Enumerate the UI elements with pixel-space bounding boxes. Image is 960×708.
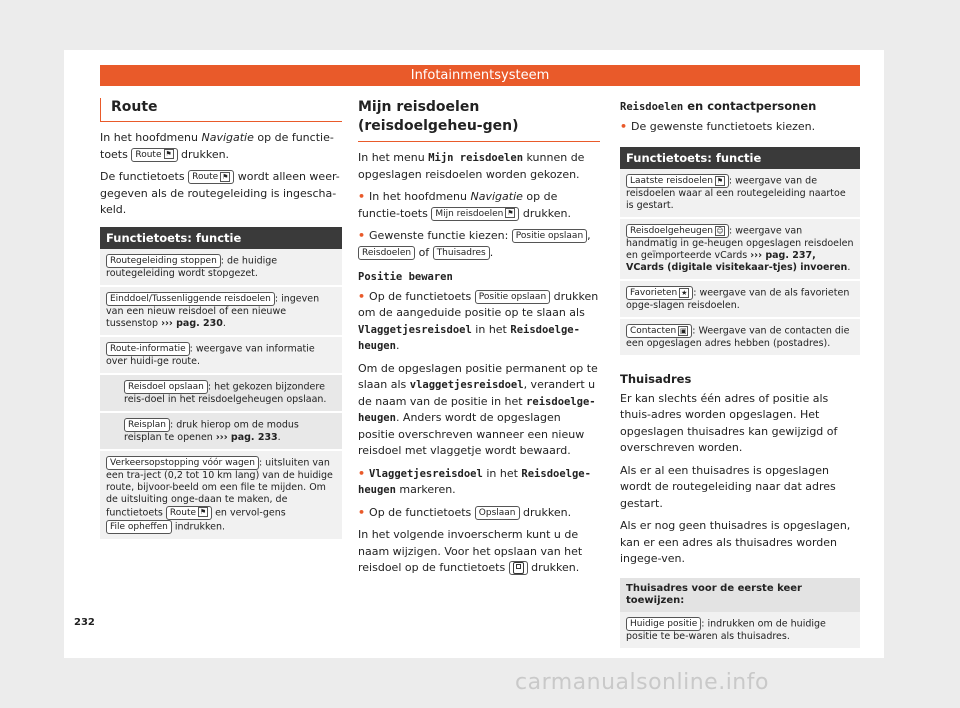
table-row: Route-informatie : weergave van informatie over huidi-ge route. <box>100 337 342 375</box>
column-route <box>100 98 342 541</box>
page-number: 232 <box>74 617 95 628</box>
bullet-item: • Vlaggetjesreisdoel in het Reisdoelge-heugen markeren. <box>358 466 591 496</box>
destinations-icon: ⚑ <box>507 209 514 217</box>
paragraph: In het volgende invoerscherm kunt u de naam wijzigen. Voor het opslaan van het reisdoel op de functietoets drukken. <box>358 528 583 574</box>
route-paragraph-1: In het hoofdmenu Navigatie op de functie-toets Route ⚑ drukken. <box>100 131 334 161</box>
table-heading: Functietoets: functie <box>100 227 342 249</box>
table-row: Einddoel/Tussenliggende reisdoelen : ingeven van een nieuw reisdoel of een nieuwe tussenstop ››› pag. 230. <box>100 287 342 337</box>
table-row: Favorieten ★ : weergave van de als favorieten opge-slagen reisdoelen. <box>620 281 860 319</box>
person-icon: ☺ <box>716 226 724 235</box>
home-address-heading: Thuisadres <box>620 372 692 386</box>
table-row: Reisdoel opslaan : het gekozen bijzondere reis-doel in het reisdoelgeheugen opslaan. <box>100 375 342 413</box>
table-row: Huidige positie : indrukken om de huidige positie te be-waren als thuisadres. <box>626 618 826 642</box>
route-button: Route ⚑ <box>188 170 234 184</box>
flag-icon: ⚑ <box>716 176 724 185</box>
table-row: Verkeersopstopping vóór wagen : uitsluiten van een tra-ject (0,2 tot 10 km lang) van de huidige route, bijvoor-beeld om een file te mijden. Om de uitsluiting onge-daan te maken, de functietoets Route ⚑ en vervol-gens File opheffen indrukken. <box>100 451 342 541</box>
section-header: Infotainmentsysteem <box>100 65 860 86</box>
route-heading: Route <box>100 98 342 122</box>
paragraph: In het menu Mijn reisdoelen kunnen de opgeslagen reisdoelen worden gekozen. <box>358 151 585 181</box>
table-row: Reisdoelgeheugen ☺ : weergave van handmatig in ge-heugen opgeslagen reisdoelen en geïmporteerde vCards ››› pag. 237, VCards (digitale visitekaar-tjes) invoeren. <box>620 219 860 281</box>
box-heading: Thuisadres voor de eerste keer toewijzen: <box>620 578 860 612</box>
flag-icon: ⚑ <box>222 172 229 181</box>
bullet-item: • In het hoofdmenu Navigatie op de functie-toets Mijn reisdoelen ⚑ drukken. <box>358 190 571 220</box>
function-table-route <box>100 227 342 541</box>
table-row: Reisplan : druk hierop om de modus reisplan te openen ››› pag. 233. <box>100 413 342 451</box>
function-table-destinations <box>620 147 860 357</box>
bullet-item: • Gewenste functie kiezen: Positie opslaan , Reisdoelen of Thuisadres . <box>358 229 591 259</box>
route-paragraph-2: De functietoets Route ⚑ wordt alleen weer-gegeven als de routegeleiding is ingescha-keld. <box>100 170 340 216</box>
flag-icon: ⚑ <box>165 150 172 158</box>
my-destinations-heading: Mijn reisdoelen (reisdoelgeheu-gen) <box>358 98 600 142</box>
paragraph: Er kan slechts één adres of positie als thuis-adres worden opgeslagen. Het opgeslagen thuisadres kan gewijzigd of overschreven worden. <box>620 391 838 454</box>
bullet-item: • Op de functietoets Positie opslaan drukken om de aangeduide positie op te slaan als Vlaggetjesreisdoel in het Reisdoelge-heugen. <box>358 289 599 352</box>
contact-icon: ▣ <box>679 326 687 335</box>
table-heading: Functietoets: functie <box>620 147 860 169</box>
subheading: Positie bewaren <box>358 271 453 283</box>
bullet-item: • Op de functietoets Opslaan drukken. <box>358 505 572 519</box>
save-key <box>509 561 528 576</box>
table-row: Contacten ▣ : Weergave van de contacten die een opgeslagen adres hebben (postadres). <box>620 319 860 357</box>
column-my-destinations <box>358 98 600 583</box>
watermark: carmanualsonline.info <box>515 670 769 695</box>
contacts-subheading: Reisdoelen en contactpersonen <box>620 99 817 113</box>
table-row: Routegeleiding stoppen : de huidige routegeleiding wordt stopgezet. <box>100 249 342 287</box>
paragraph: Als er al een thuisadres is opgeslagen wordt de routegeleiding naar dat adres gestart. <box>620 463 836 510</box>
star-icon: ★ <box>681 288 688 297</box>
bullet-item: • De gewenste functietoets kiezen. <box>620 119 816 133</box>
paragraph: Als er nog geen thuisadres is opgeslagen, kan er een adres als thuisadres worden ingege-ven. <box>620 519 851 565</box>
save-icon <box>513 562 524 574</box>
route-button: Route ⚑ <box>131 148 177 162</box>
home-address-box <box>620 578 860 648</box>
flag-icon: ⚑ <box>199 508 207 516</box>
paragraph: Om de opgeslagen positie permanent op te slaan als vlaggetjesreisdoel, verandert u de naam van de positie in het reisdoelge-heugen. Anders wordt de opgeslagen positie overschreven wanneer een nieuw reisdoel met vlaggetje wordt bewaard. <box>358 361 598 457</box>
column-contacts <box>620 98 860 648</box>
table-row: Laatste reisdoelen ⚑ : weergave van de reisdoelen waar al een routegeleiding naartoe is gestart. <box>620 169 860 219</box>
